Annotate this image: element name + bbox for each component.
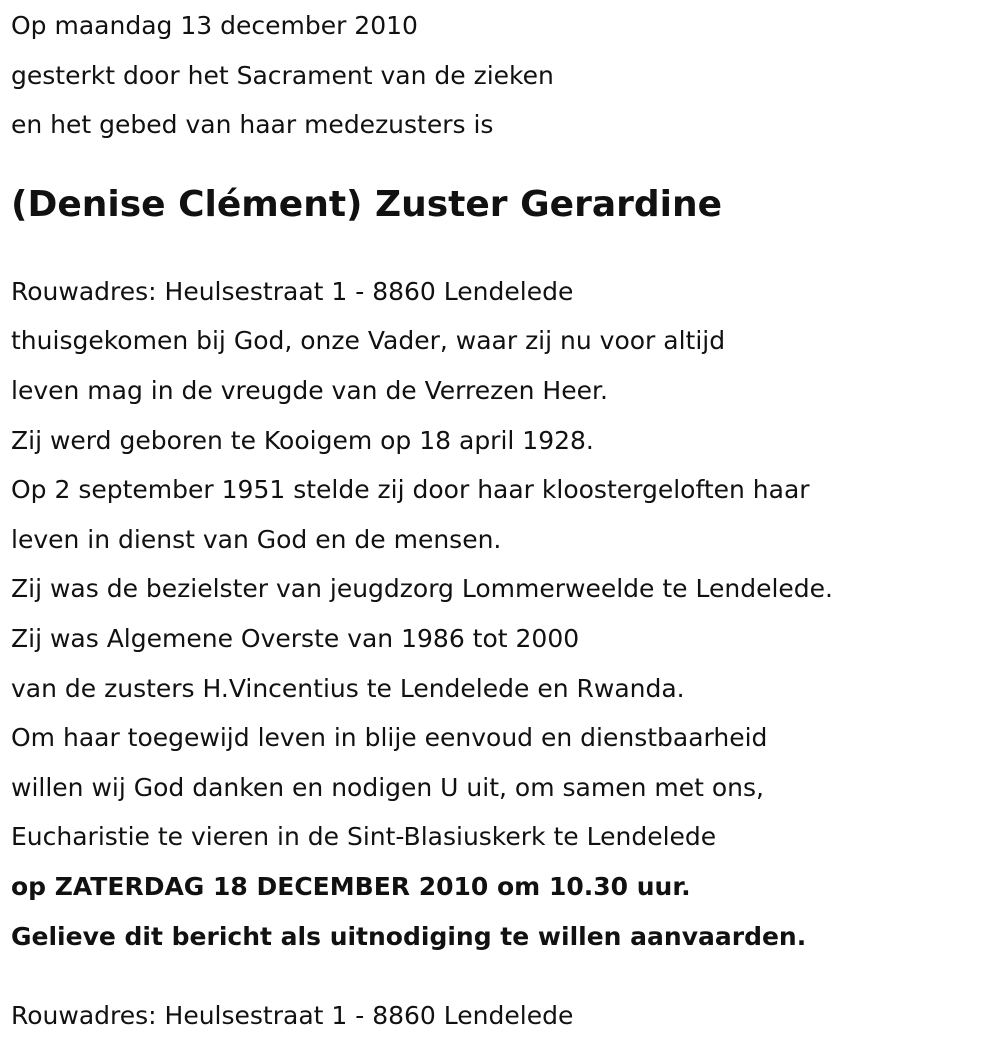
body-line: Zij was Algemene Overste van 1986 tot 2000: [11, 623, 580, 653]
funeral-address-top: Rouwadres: Heulsestraat 1 - 8860 Lendelede: [11, 276, 574, 306]
body-line: Zij was de bezielster van jeugdzorg Lommerweelde te Lendelede.: [11, 574, 833, 604]
funeral-address-bottom: Rouwadres: Heulsestraat 1 - 8860 Lendelede: [11, 1001, 574, 1031]
invitation-note: Gelieve dit bericht als uitnodiging te willen aanvaarden.: [11, 921, 807, 951]
body-line: Eucharistie te vieren in de Sint-Blasiuskerk te Lendelede: [11, 822, 717, 852]
body-line: thuisgekomen bij God, onze Vader, waar zij nu voor altijd: [11, 326, 726, 356]
intro-block: [11, 0, 1000, 150]
intro-line-date: Op maandag 13 december 2010: [11, 11, 418, 40]
body-line: Om haar toegewijd leven in blije eenvoud en dienstbaarheid: [11, 723, 768, 753]
body-block: [11, 316, 1000, 862]
body-line: van de zusters H.Vincentius te Lendelede en Rwanda.: [11, 673, 685, 703]
deceased-name: (Denise Clément) Zuster Gerardine: [11, 183, 723, 225]
body-line: Op 2 september 1951 stelde zij door haar kloostergeloften haar: [11, 475, 810, 505]
intro-line-sacrament: gesterkt door het Sacrament van de zieken: [11, 60, 554, 90]
service-time: op ZATERDAG 18 DECEMBER 2010 om 10.30 uur.: [11, 871, 691, 901]
intro-line-prayer: en het gebed van haar medezusters is: [11, 110, 494, 140]
body-line: Zij werd geboren te Kooigem op 18 april 1928.: [11, 425, 594, 455]
body-line: leven in dienst van God en de mensen.: [11, 524, 502, 554]
body-line: willen wij God danken en nodigen U uit, om samen met ons,: [11, 772, 764, 802]
body-line: leven mag in de vreugde van de Verrezen Heer.: [11, 375, 608, 405]
